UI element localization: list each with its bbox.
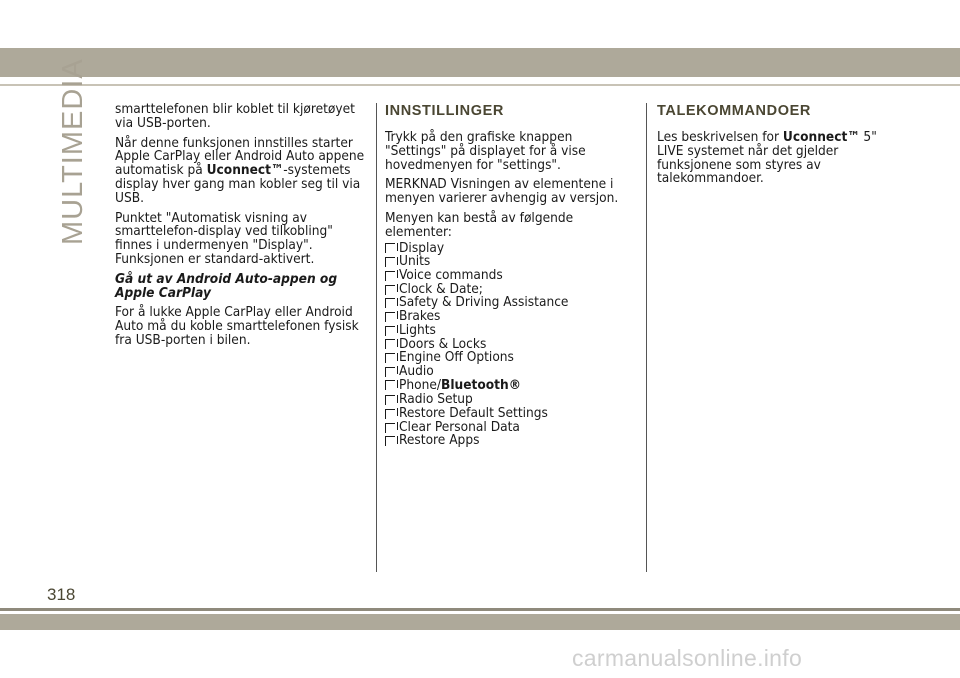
bullet-icon	[385, 436, 395, 446]
section-heading-voice-commands: TALEKOMMANDOER	[657, 103, 811, 119]
paragraph: smarttelefonen blir koblet til kjøretøyet via USB-porten.	[115, 101, 355, 131]
list-item: Clock & Date;	[385, 283, 635, 297]
paragraph: For å lukke Apple CarPlay eller Android Auto må du koble smarttelefonen fysisk fra USB-porten i bilen.	[115, 304, 359, 348]
section-heading-settings: INNSTILLINGER	[385, 103, 504, 119]
list-item: Doors & Locks	[385, 338, 635, 352]
footer-band	[0, 614, 960, 630]
list-item: Audio	[385, 365, 635, 379]
page-number: 318	[47, 585, 76, 604]
paragraph: Trykk på den grafiske knappen "Settings" på displayet for å vise hovedmenyen for "settings".	[385, 129, 586, 173]
column-1	[115, 103, 365, 354]
note-paragraph: MERKNAD Visningen av elementene i menyen varierer avhengig av versjon.	[385, 176, 619, 207]
list-item: Brakes	[385, 310, 635, 324]
footer-rule	[0, 608, 960, 611]
list-item: Lights	[385, 324, 635, 338]
paragraph: Når denne funksjonen innstilles starter Apple CarPlay eller Android Auto appene automatisk på Uconnect™-systemets display hver gang man kobler seg til via USB.	[115, 134, 365, 206]
bullet-icon	[385, 409, 395, 419]
bullet-icon	[385, 312, 395, 322]
list-item: Safety & Driving Assistance	[385, 296, 635, 310]
paragraph: Menyen kan bestå av følgende elementer:	[385, 209, 574, 240]
bullet-icon	[385, 423, 395, 433]
paragraph: Les beskrivelsen for Uconnect™ 5" LIVE systemet når det gjelder funksjonene som styres av talekommandoer.	[657, 129, 877, 187]
watermark: carmanualsonline.info	[572, 645, 803, 671]
bullet-icon	[385, 326, 395, 336]
bullet-icon	[385, 243, 395, 253]
list-item: Units	[385, 255, 635, 269]
list-item: Phone/ Bluetooth®	[385, 379, 635, 393]
list-item: Display	[385, 242, 635, 256]
bullet-icon	[385, 353, 395, 363]
list-item: Restore Apps	[385, 434, 635, 448]
bullet-icon	[385, 285, 395, 295]
bullet-icon	[385, 257, 395, 267]
bullet-icon	[385, 367, 395, 377]
bullet-icon	[385, 298, 395, 308]
header-rule	[0, 84, 960, 86]
paragraph: Punktet "Automatisk visning av smarttelefon-display ved tilkobling" finnes i undermenyen "Display". Funksjonen er standard-aktivert.	[115, 209, 333, 267]
column-3	[657, 103, 907, 192]
list-item: Restore Default Settings	[385, 407, 635, 421]
bullet-icon	[385, 339, 395, 349]
bullet-icon	[385, 271, 395, 281]
column-2	[385, 103, 635, 448]
subheading: Gå ut av Android Auto-appen og Apple CarPlay	[115, 270, 338, 301]
list-item: Engine Off Options	[385, 351, 635, 365]
header-band	[0, 48, 960, 77]
list-item: Clear Personal Data	[385, 421, 635, 435]
settings-menu-list	[385, 239, 635, 449]
section-side-label: MULTIMEDIA	[57, 58, 89, 245]
column-divider	[646, 103, 647, 572]
bullet-icon	[385, 395, 395, 405]
list-item: Radio Setup	[385, 393, 635, 407]
column-divider	[376, 103, 377, 572]
bullet-icon	[385, 380, 395, 390]
list-item: Voice commands	[385, 269, 635, 283]
